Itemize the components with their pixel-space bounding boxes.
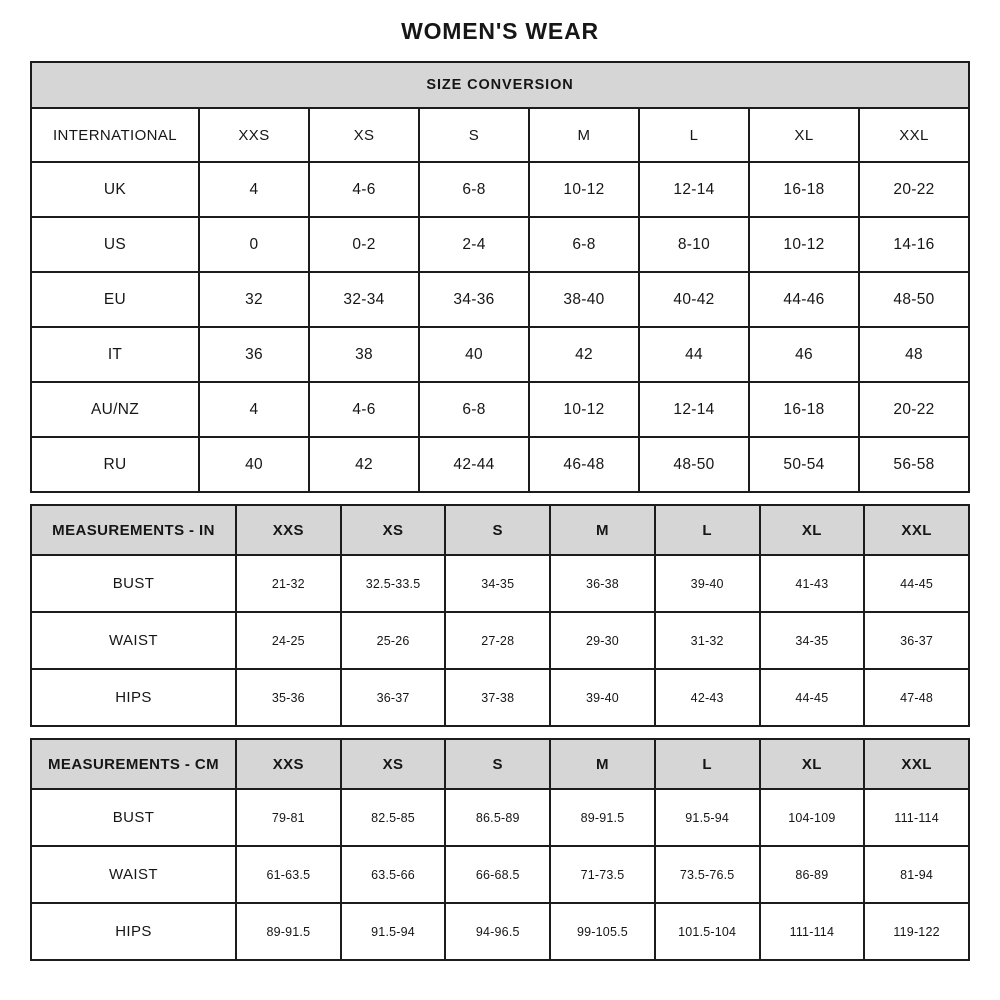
value-cell: 42-44 xyxy=(419,437,529,492)
row-header-title: MEASUREMENTS - CM xyxy=(31,739,236,789)
table-row xyxy=(31,789,969,846)
column-header-cell: XXL xyxy=(864,739,969,789)
value-cell: 91.5-94 xyxy=(341,903,446,960)
value-cell: 89-91.5 xyxy=(550,789,655,846)
value-cell: 16-18 xyxy=(749,162,859,217)
value-cell: 111-114 xyxy=(760,903,865,960)
column-header-cell: XS xyxy=(341,505,446,555)
value-cell: 6-8 xyxy=(419,382,529,437)
value-cell: 40 xyxy=(419,327,529,382)
value-cell: 38-40 xyxy=(529,272,639,327)
value-cell: 81-94 xyxy=(864,846,969,903)
value-cell: 94-96.5 xyxy=(445,903,550,960)
value-cell: 48-50 xyxy=(859,272,969,327)
value-cell: 111-114 xyxy=(864,789,969,846)
value-cell: 101.5-104 xyxy=(655,903,760,960)
column-header-cell: XXS xyxy=(236,505,341,555)
value-cell: 32-34 xyxy=(309,272,419,327)
table-banner: SIZE CONVERSION xyxy=(31,62,969,108)
value-cell: 41-43 xyxy=(760,555,865,612)
page-title: WOMEN'S WEAR xyxy=(401,18,599,44)
table-row xyxy=(31,612,969,669)
measurements-cm-body xyxy=(31,789,969,960)
row-label-cell: WAIST xyxy=(31,846,236,903)
value-cell: 38 xyxy=(309,327,419,382)
value-cell: 24-25 xyxy=(236,612,341,669)
value-cell: 10-12 xyxy=(529,162,639,217)
column-header-cell: L xyxy=(655,739,760,789)
value-cell: 27-28 xyxy=(445,612,550,669)
table-row xyxy=(31,162,969,217)
value-cell: 47-48 xyxy=(864,669,969,726)
value-cell: 42-43 xyxy=(655,669,760,726)
value-cell: 73.5-76.5 xyxy=(655,846,760,903)
value-cell: 36 xyxy=(199,327,309,382)
value-cell: 44 xyxy=(639,327,749,382)
table-row xyxy=(31,846,969,903)
header-row xyxy=(31,739,969,789)
value-cell: 34-35 xyxy=(760,612,865,669)
row-label-cell: BUST xyxy=(31,789,236,846)
value-cell: 42 xyxy=(309,437,419,492)
column-header-cell: M xyxy=(550,739,655,789)
value-cell: 89-91.5 xyxy=(236,903,341,960)
row-header-title: MEASUREMENTS - IN xyxy=(31,505,236,555)
value-cell: 39-40 xyxy=(655,555,760,612)
column-header-cell: L xyxy=(639,108,749,162)
value-cell: 82.5-85 xyxy=(341,789,446,846)
value-cell: 4 xyxy=(199,162,309,217)
value-cell: 6-8 xyxy=(419,162,529,217)
column-header-cell: M xyxy=(550,505,655,555)
value-cell: 21-32 xyxy=(236,555,341,612)
value-cell: 36-37 xyxy=(341,669,446,726)
column-header-cell: S xyxy=(445,739,550,789)
value-cell: 0 xyxy=(199,217,309,272)
value-cell: 48-50 xyxy=(639,437,749,492)
value-cell: 42 xyxy=(529,327,639,382)
table-row xyxy=(31,327,969,382)
value-cell: 4-6 xyxy=(309,162,419,217)
column-header-cell: XXL xyxy=(864,505,969,555)
row-label-cell: WAIST xyxy=(31,612,236,669)
value-cell: 31-32 xyxy=(655,612,760,669)
value-cell: 12-14 xyxy=(639,162,749,217)
column-header-cell: XXS xyxy=(236,739,341,789)
column-header-cell: M xyxy=(529,108,639,162)
value-cell: 4 xyxy=(199,382,309,437)
table-row xyxy=(31,903,969,960)
value-cell: 40-42 xyxy=(639,272,749,327)
row-label-cell: UK xyxy=(31,162,199,217)
measurements-in-body xyxy=(31,555,969,726)
value-cell: 35-36 xyxy=(236,669,341,726)
value-cell: 39-40 xyxy=(550,669,655,726)
table-row xyxy=(31,437,969,492)
column-header-cell: XL xyxy=(760,739,865,789)
value-cell: 56-58 xyxy=(859,437,969,492)
column-header-cell: XXL xyxy=(859,108,969,162)
size-conversion-table xyxy=(30,61,970,493)
value-cell: 91.5-94 xyxy=(655,789,760,846)
column-header-cell: XXS xyxy=(199,108,309,162)
value-cell: 32 xyxy=(199,272,309,327)
value-cell: 48 xyxy=(859,327,969,382)
value-cell: 8-10 xyxy=(639,217,749,272)
row-label-cell: BUST xyxy=(31,555,236,612)
value-cell: 34-35 xyxy=(445,555,550,612)
value-cell: 34-36 xyxy=(419,272,529,327)
value-cell: 36-38 xyxy=(550,555,655,612)
measurements-cm-header xyxy=(31,739,969,789)
value-cell: 20-22 xyxy=(859,162,969,217)
value-cell: 0-2 xyxy=(309,217,419,272)
value-cell: 46 xyxy=(749,327,859,382)
row-label-cell: HIPS xyxy=(31,903,236,960)
row-label-cell: US xyxy=(31,217,199,272)
header-row xyxy=(31,505,969,555)
row-label-cell: EU xyxy=(31,272,199,327)
row-label-cell: IT xyxy=(31,327,199,382)
size-conversion-body xyxy=(31,162,969,492)
value-cell: 119-122 xyxy=(864,903,969,960)
value-cell: 79-81 xyxy=(236,789,341,846)
row-header-title: INTERNATIONAL xyxy=(31,108,199,162)
column-header-cell: XL xyxy=(760,505,865,555)
value-cell: 40 xyxy=(199,437,309,492)
value-cell: 44-46 xyxy=(749,272,859,327)
column-header-cell: S xyxy=(445,505,550,555)
value-cell: 14-16 xyxy=(859,217,969,272)
table-row xyxy=(31,555,969,612)
value-cell: 66-68.5 xyxy=(445,846,550,903)
column-header-cell: S xyxy=(419,108,529,162)
value-cell: 25-26 xyxy=(341,612,446,669)
row-label-cell: RU xyxy=(31,437,199,492)
column-header-cell: XS xyxy=(341,739,446,789)
measurements-in-header xyxy=(31,505,969,555)
value-cell: 50-54 xyxy=(749,437,859,492)
value-cell: 61-63.5 xyxy=(236,846,341,903)
value-cell: 86-89 xyxy=(760,846,865,903)
column-header-cell: XL xyxy=(749,108,859,162)
row-label-cell: HIPS xyxy=(31,669,236,726)
value-cell: 29-30 xyxy=(550,612,655,669)
value-cell: 4-6 xyxy=(309,382,419,437)
value-cell: 36-37 xyxy=(864,612,969,669)
value-cell: 12-14 xyxy=(639,382,749,437)
value-cell: 32.5-33.5 xyxy=(341,555,446,612)
value-cell: 44-45 xyxy=(864,555,969,612)
measurements-cm-table xyxy=(30,738,970,961)
table-row xyxy=(31,382,969,437)
table-row xyxy=(31,272,969,327)
value-cell: 2-4 xyxy=(419,217,529,272)
table-row xyxy=(31,669,969,726)
value-cell: 104-109 xyxy=(760,789,865,846)
value-cell: 99-105.5 xyxy=(550,903,655,960)
value-cell: 63.5-66 xyxy=(341,846,446,903)
column-header-cell: L xyxy=(655,505,760,555)
table-row xyxy=(31,217,969,272)
value-cell: 44-45 xyxy=(760,669,865,726)
value-cell: 37-38 xyxy=(445,669,550,726)
value-cell: 46-48 xyxy=(529,437,639,492)
value-cell: 6-8 xyxy=(529,217,639,272)
column-header-cell: XS xyxy=(309,108,419,162)
value-cell: 16-18 xyxy=(749,382,859,437)
value-cell: 10-12 xyxy=(529,382,639,437)
value-cell: 10-12 xyxy=(749,217,859,272)
row-label-cell: AU/NZ xyxy=(31,382,199,437)
header-row xyxy=(31,108,969,162)
size-conversion-header xyxy=(31,62,969,162)
value-cell: 71-73.5 xyxy=(550,846,655,903)
measurements-in-table xyxy=(30,504,970,727)
value-cell: 86.5-89 xyxy=(445,789,550,846)
value-cell: 20-22 xyxy=(859,382,969,437)
